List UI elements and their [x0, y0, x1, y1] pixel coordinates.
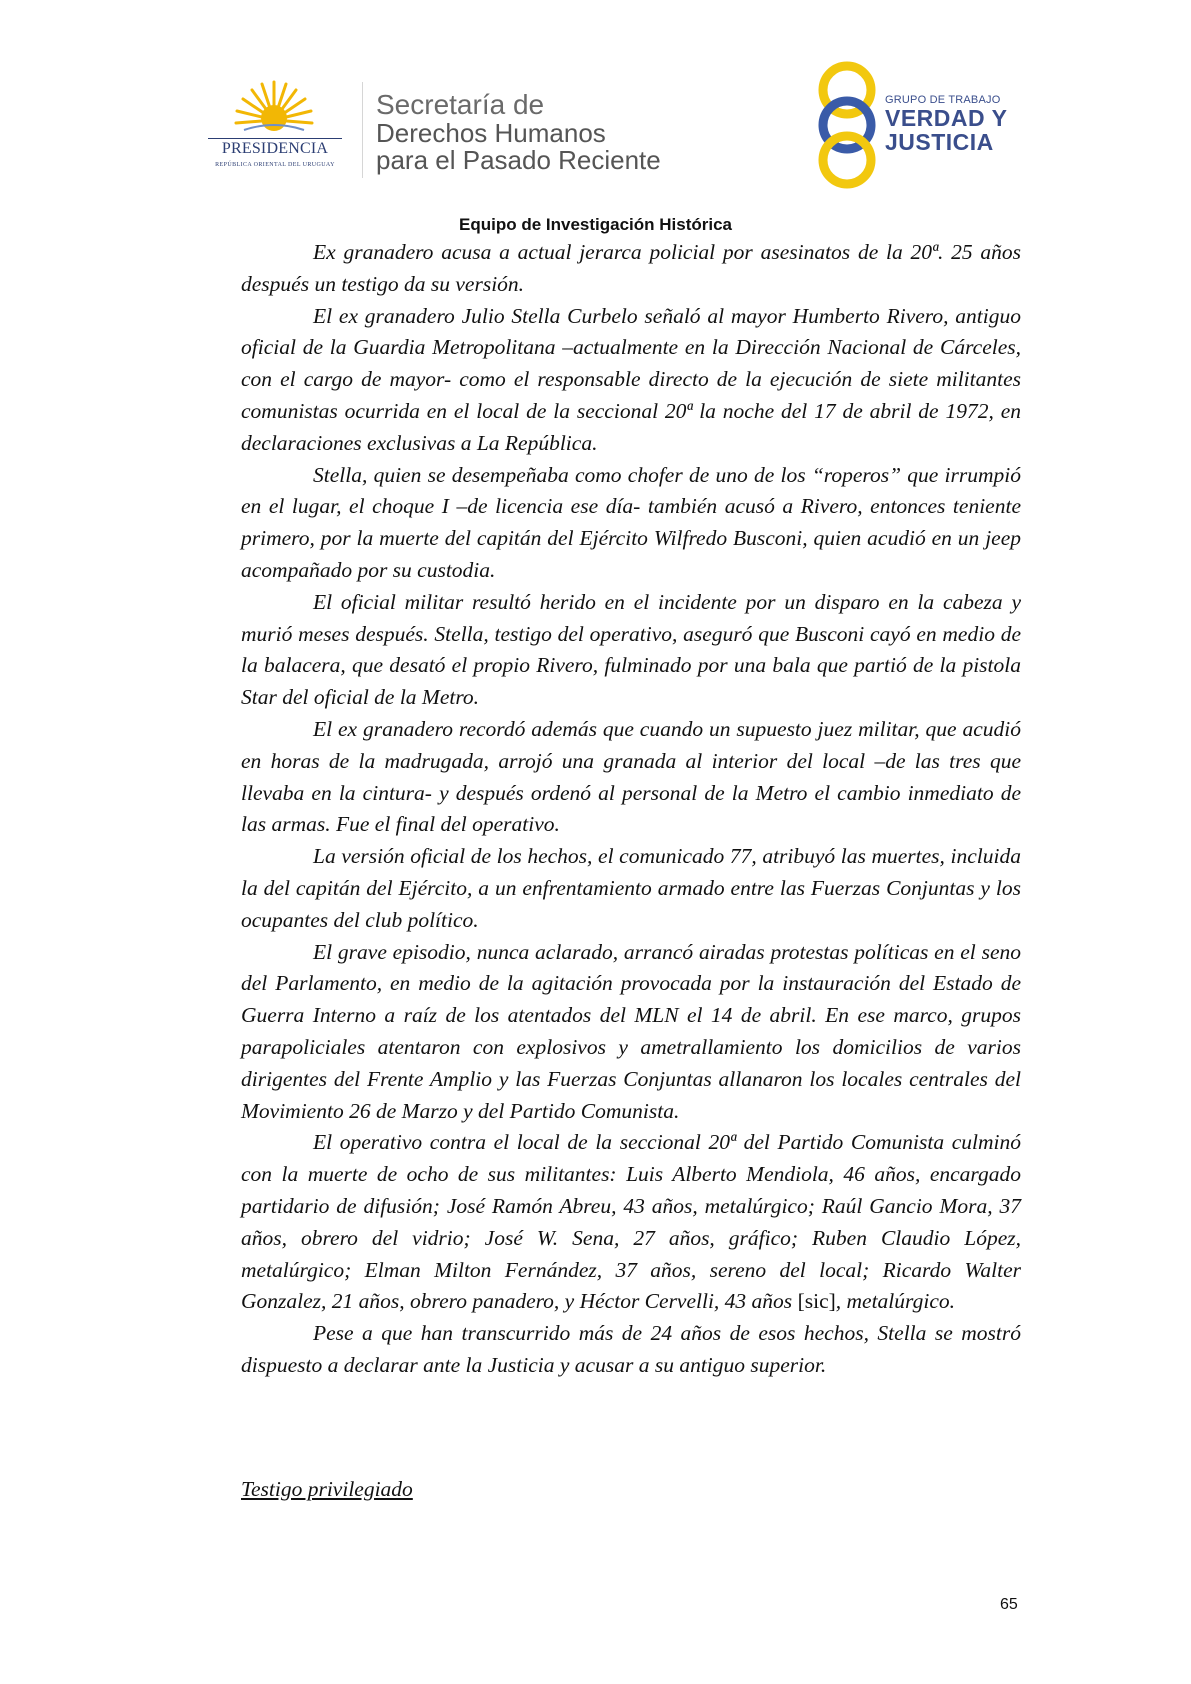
article-paragraph: Ex granadero acusa a actual jerarca policial por asesinatos de la 20ª. 25 años después un testigo da su versión.: [241, 240, 1021, 296]
page-number: 65: [1000, 1596, 1018, 1613]
secretaria-title: [376, 90, 661, 174]
verdad-justicia-logo: [812, 60, 1032, 190]
grupo-title-line1: VERDAD Y: [885, 105, 1008, 131]
secretaria-line3: para el Pasado Reciente: [376, 145, 661, 175]
grupo-title-line2: JUSTICIA: [885, 129, 994, 155]
article-paragraph: Stella, quien se desempeñaba como chofer de uno de los “roperos” que irrumpió en el lugar, el choque I –de licencia ese día- también acusó a Rivero, entonces teniente primero, por la muerte del capitán del Ejército Wilfredo Busconi, quien acudió en un jeep acompañado por su custodia.: [241, 462, 1021, 582]
sun-emblem-icon: [234, 80, 314, 136]
article-paragraph: El ex granadero Julio Stella Curbelo señaló al mayor Humberto Rivero, antiguo oficial de la Guardia Metropolitana –actualmente en la Dirección Nacional de Cárceles, con el cargo de mayor- como el responsable directo de la ejecución de siete militantes comunistas ocurrida en el local de la seccional 20ª la noche del 17 de abril de 1972, en declaraciones exclusivas a La República.: [241, 303, 1021, 455]
victims-text-end: , metalúrgico.: [835, 1289, 955, 1314]
article-paragraph: El oficial militar resultó herido en el incidente por un disparo en la cabeza y murió meses después. Stella, testigo del operativo, aseguró que Busconi cayó en medio de la balacera, que desató el propio Rivero, fulminado por una bala que partió de la pistola Star del oficial de la Metro.: [241, 589, 1021, 710]
victims-text: El operativo contra el local de la seccional 20ª del Partido Comunista culminó con la muerte de ocho de sus militantes: Luis Alberto Mendiola, 46 años, encargado partidario de difusión; José Ramón Abreu, 43 años, metalúrgico; Raúl Gancio Mora, 37 años, obrero del vidrio; José W. Sena, 27 años, gráfico; Ruben Claudio López, metalúrgico; Elman Milton Fernández, 37 años, sereno del local; Ricardo Walter Gonzalez, 21 años, obrero panadero, y Héctor Cervelli, 43 años: [241, 1130, 1021, 1314]
sic-marker: [sic]: [797, 1289, 836, 1314]
article-paragraph: El ex granadero recordó además que cuando un supuesto juez militar, que acudió en horas de la madrugada, arrojó una granada al interior del local –de las tres que llevaba en la cintura- y después ordenó al personal de la Metro el cambio inmediato de las armas. Fue el final del operativo.: [241, 716, 1021, 837]
header-divider: [362, 82, 363, 178]
article-body: [241, 237, 1021, 1382]
presidencia-divider: [208, 138, 342, 139]
section-title: Equipo de Investigación Histórica: [459, 215, 732, 234]
presidencia-name: PRESIDENCIA: [221, 140, 329, 157]
grupo-label: GRUPO DE TRABAJO: [885, 94, 1001, 106]
secretaria-line1: Secretaría de: [376, 89, 545, 120]
page-header: [0, 0, 1191, 220]
article-paragraph: La versión oficial de los hechos, el comunicado 77, atribuyó las muertes, incluida la del capitán del Ejército, a un enfrentamiento armado entre las Fuerzas Conjuntas y los ocupantes del club político.: [241, 844, 1021, 932]
interlocked-rings-icon: [812, 60, 882, 190]
presidencia-subtitle: REPÚBLICA ORIENTAL DEL URUGUAY: [215, 162, 335, 168]
presidencia-logo: [196, 80, 354, 180]
article-paragraph: Pese a que han transcurrido más de 24 años de esos hechos, Stella se mostró dispuesto a declarar ante la Justicia y acusar a su antiguo superior.: [241, 1321, 1021, 1377]
article-paragraph: El grave episodio, nunca aclarado, arrancó airadas protestas políticas en el seno del Parlamento, en medio de la agitación provocada por la instauración del Estado de Guerra Interno a raíz de los atentados del MLN el 14 de abril. En ese marco, grupos parapoliciales atentaron con explosivos y ametrallamiento los domicilios de varios dirigentes del Frente Amplio y las Fuerzas Conjuntas allanaron los locales centrales del Movimiento 26 de Marzo y del Partido Comunista.: [241, 939, 1021, 1123]
subheading: Testigo privilegiado: [241, 1477, 413, 1501]
secretaria-line2: Derechos Humanos: [376, 118, 606, 148]
article-paragraph-victims: [241, 1127, 1021, 1318]
